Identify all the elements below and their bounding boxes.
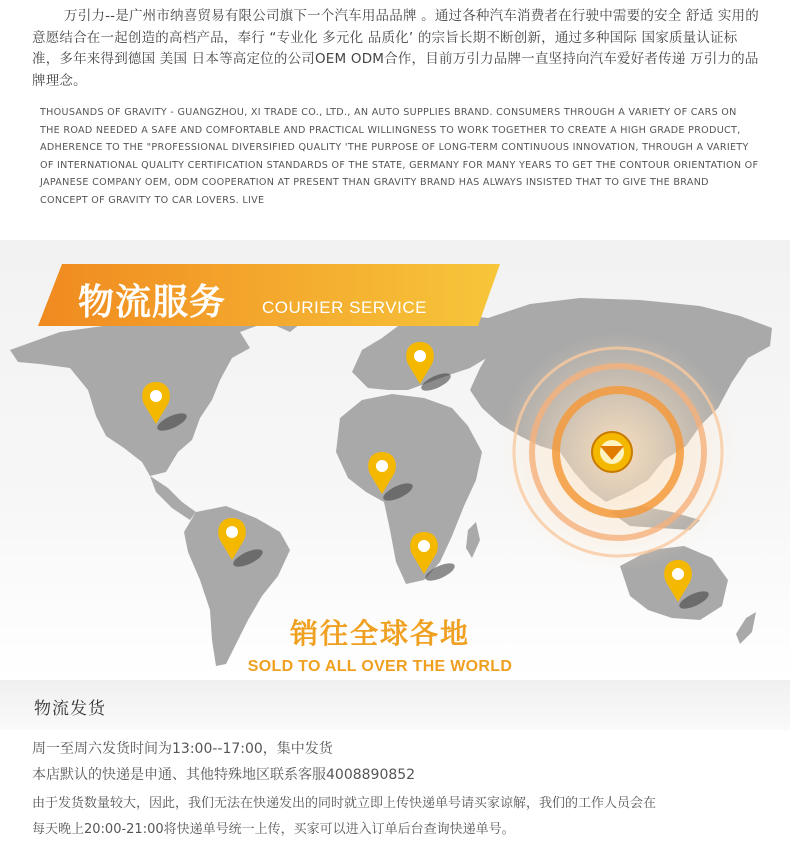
shipping-line-1: 周一至周六发货时间为13:00--17:00，集中发货 xyxy=(32,741,333,757)
intro-chinese-text: 万引力--是广州市纳喜贸易有限公司旗下一个汽车用品品牌 。通过各种汽车消费者在行驶中需要的安全 舒适 实用的意愿结合在一起创造的高档产品，奉行 “专业化 多元化 品质化’ 的宗旨长期不断创新，通过多种国际 国家质量认证标准，多年来得到德国 美国 日本等高定位的公司OEM ODM合作，目前万引力品牌一直坚持向汽车爱好者传递 万引力的品牌理念。 xyxy=(32,8,759,89)
shipping-line-4: 每天晚上20:00-21:00将快递单号统一上传，买家可以进入订单后台查询快递单号。 xyxy=(32,822,515,837)
sold-worldwide-cn: 销往全球各地 xyxy=(289,617,470,650)
shipping-line-2: 本店默认的快递是申通、其他特殊地区联系客服4008890852 xyxy=(32,767,416,783)
shipping-title: 物流发货 xyxy=(34,699,106,719)
banner-title: 物流服务 xyxy=(78,282,227,323)
shipping-line-3: 由于发货数量较大，因此，我们无法在快递发出的同时就立即上传快递单号请买家谅解，我们的工作人员会在 xyxy=(32,796,657,811)
banner-subtitle: COURIER SERVICE xyxy=(262,298,427,317)
brand-intro xyxy=(0,0,790,240)
brand-logo-icon xyxy=(592,432,632,472)
intro-english-text: THOUSANDS OF GRAVITY - GUANGZHOU, XI TRADE CO., LTD., AN AUTO SUPPLIES BRAND. CONSUMERS THROUGH A VARIETY OF CARS ON THE ROAD NEEDED A SAFE AND COMFORTABLE AND PRACTICAL WILLINGNESS TO WORK TOGETHER TO CREATE A HIGH GRADE PRODUCT, ADHERENCE TO THE "PROFESSIONAL DIVERSIFIED QUALITY 'THE PURPOSE OF LONG-TERM CONTINUOUS INNOVATION, THROUGH A VARIETY OF INTERNATIONAL QUALITY CERTIFICATION STANDARDS OF THE STATE, GERMANY FOR MANY YEARS TO GET THE CONTOUR ORIENTATION OF JAPANESE COMPANY OEM, ODM COOPERATION AT PRESENT THAN GRAVITY BRAND HAS ALWAYS INSISTED THAT TO GIVE THE BRAND CONCEPT OF GRAVITY TO CAR LOVERS. LIVE xyxy=(40,107,759,206)
shipping-header xyxy=(0,680,790,730)
madagascar-shape xyxy=(466,522,480,558)
sold-worldwide-en: SOLD TO ALL OVER THE WORLD xyxy=(247,658,513,675)
shipping-info-section xyxy=(0,680,790,857)
courier-map-section xyxy=(0,240,790,680)
central-america-shape xyxy=(150,476,196,520)
